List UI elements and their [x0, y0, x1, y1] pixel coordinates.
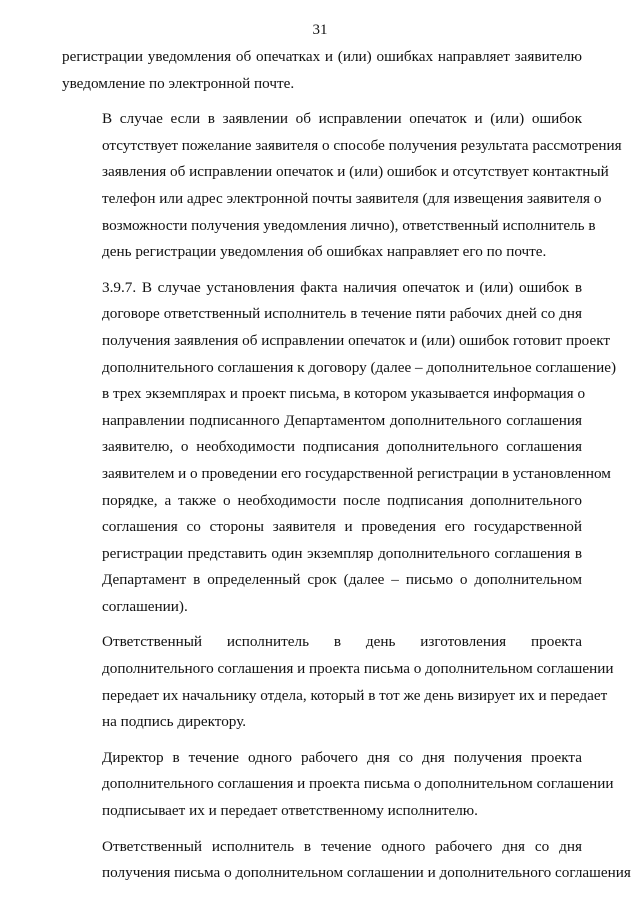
text-line: 3.9.7. В случае установления факта наличия опечаток и (или) ошибок в — [102, 278, 582, 296]
text-line: заявления об исправлении опечаток и (или) ошибок и отсутствует контактный — [102, 163, 609, 181]
text-line: заявителю, о необходимости подписания дополнительного соглашения — [102, 438, 582, 456]
text-line: отсутствует пожелание заявителя о способе получения результата рассмотрения — [102, 136, 622, 154]
text-line: регистрации уведомления об опечатках и (или) ошибках направляет заявителю — [62, 48, 582, 65]
paragraph — [62, 834, 631, 887]
text-line: В случае если в заявлении об исправлении опечаток и (или) ошибок — [102, 110, 582, 128]
text-line: получения заявления об исправлении опечаток и (или) ошибок готовит проект — [102, 331, 611, 349]
text-line: дополнительного соглашения и проекта письма о дополнительном соглашении — [102, 775, 614, 793]
paragraph — [62, 44, 582, 97]
text-line: дополнительного соглашения к договору (далее – дополнительное соглашение) — [102, 358, 617, 376]
text-line: в трех экземплярах и проект письма, в котором указывается информация о — [102, 385, 586, 403]
text-line: соглашении). — [102, 597, 188, 615]
text-line: Департамент в определенный срок (далее – письмо о дополнительном — [102, 571, 582, 589]
text-line: возможности получения уведомления лично), ответственный исполнитель в — [102, 216, 596, 234]
text-line: день регистрации уведомления об ошибках направляет его по почте. — [102, 243, 547, 261]
paragraph — [62, 275, 617, 621]
text-line: договоре ответственный исполнитель в течение пяти рабочих дней со дня — [102, 305, 582, 323]
text-line: порядке, а также о необходимости после подписания дополнительного — [102, 491, 582, 509]
text-line: получения письма о дополнительном соглашении и дополнительного соглашения — [102, 864, 631, 882]
text-line: подписывает их и передает ответственному исполнителю. — [102, 802, 478, 820]
text-line: на подпись директору. — [102, 713, 247, 731]
document-body — [62, 44, 631, 896]
text-line: направлении подписанного Департаментом дополнительного соглашения — [102, 411, 582, 429]
text-line: заявителем и о проведении его государственной регистрации в установленном — [102, 464, 611, 482]
text-line: уведомление по электронной почте. — [62, 74, 295, 92]
text-line: передает их начальнику отдела, который в тот же день визирует их и передает — [102, 686, 608, 704]
text-line: Директор в течение одного рабочего дня со дня получения проекта — [102, 748, 582, 766]
text-line: Ответственный исполнитель в день изготовления проекта — [102, 633, 582, 651]
paragraph — [62, 106, 622, 266]
text-line: телефон или адрес электронной почты заявителя (для извещения заявителя о — [102, 189, 602, 207]
text-line: соглашения со стороны заявителя и проведения его государственной — [102, 518, 582, 536]
paragraph — [62, 629, 614, 735]
page-number: 31 — [312, 22, 328, 38]
text-line: регистрации представить один экземпляр дополнительного соглашения в — [102, 544, 582, 562]
paragraph — [62, 745, 614, 825]
text-line: Ответственный исполнитель в течение одного рабочего дня со дня — [102, 837, 582, 855]
text-line: дополнительного соглашения и проекта письма о дополнительном соглашении — [102, 660, 614, 678]
